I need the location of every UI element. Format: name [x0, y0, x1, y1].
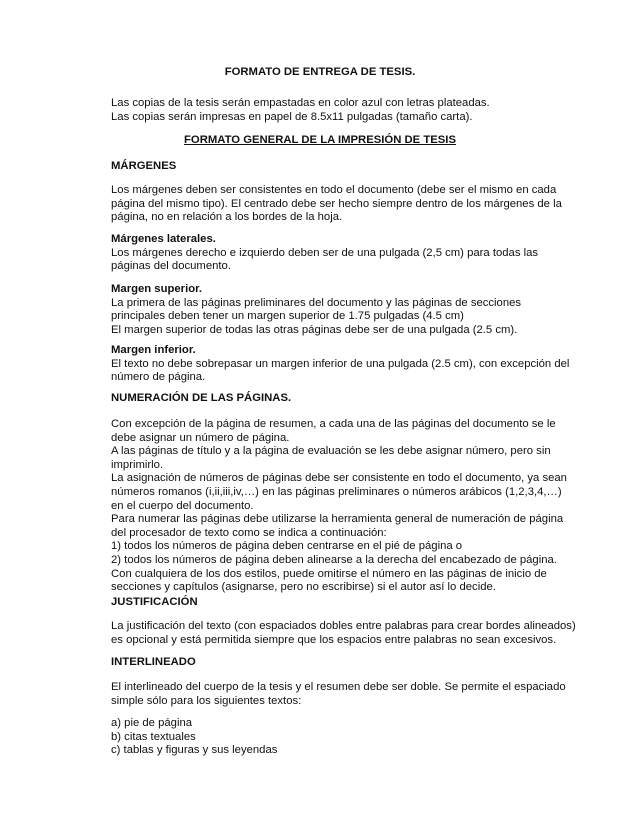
list-item: a) pie de página [111, 717, 193, 729]
laterales-heading: Márgenes laterales. [111, 233, 216, 245]
text-line: números romanos (i,ii,iii,iv,…) en las páginas preliminares o números arábicos (1,2,3,4,…) [111, 485, 562, 498]
inferior-section [111, 344, 570, 385]
text-line: en el cuerpo del documento. [111, 499, 254, 512]
laterales-section [111, 233, 551, 274]
text-line: Los márgenes derecho e izquierdo deben ser de una pulgada (2,5 cm) para todas las [111, 246, 539, 259]
margenes-paragraph [111, 184, 562, 225]
intro-line: Las copias serán impresas en papel de 8.5x11 pulgadas (tamaño carta). [111, 110, 473, 123]
intro-line: Las copias de la tesis serán empastadas en color azul con letras plateadas. [111, 97, 490, 109]
text-line: debe asignar un número de página. [111, 431, 290, 444]
intro-paragraph [111, 97, 551, 124]
numeracion-paragraph [111, 418, 567, 595]
text-line: La primera de las páginas preliminares del documento y las páginas de secciones [111, 296, 522, 309]
text-line: secciones y capítulos (asignarse, pero no escribirse) si el autor así lo decide. [111, 581, 496, 594]
text-line: A las páginas de título y a la página de evaluación se les debe asignar número, pero sin [111, 445, 551, 458]
text-line: El texto no debe sobrepasar un margen inferior de una pulgada (2.5 cm), con excepción del [111, 357, 570, 370]
text-line: 2) todos los números de página deben alinearse a la derecha del encabezado de página. [111, 553, 557, 566]
list-item: c) tablas y figuras y sus leyendas [111, 744, 278, 757]
inferior-heading: Margen inferior. [111, 344, 196, 356]
text-line: 1) todos los números de página deben centrarse en el pié de página o [111, 540, 463, 553]
numeracion-heading: NUMERACIÓN DE LAS PÁGINAS. [111, 392, 292, 404]
text-line: página, no en relación a los bordes de la hoja. [111, 211, 343, 224]
text-line: Para numerar las páginas debe utilizarse la herramienta general de numeración de página [111, 513, 564, 526]
text-line: imprimirlo. [111, 458, 164, 471]
text-line: páginas del documento. [111, 260, 231, 273]
text-line: simple sólo para los siguientes textos: [111, 694, 302, 707]
interlineado-heading: INTERLINEADO [111, 656, 196, 668]
justificacion-paragraph [111, 620, 576, 647]
document-subtitle: FORMATO GENERAL DE LA IMPRESIÓN DE TESIS [184, 134, 456, 146]
text-line: El margen superior de todas las otras páginas debe ser de una pulgada (2.5 cm). [111, 323, 518, 336]
text-line: Con cualquiera de los dos estilos, puede omitirse el número en las páginas de inicio de [111, 567, 547, 580]
interlineado-paragraph [111, 681, 566, 708]
text-line: La justificación del texto (con espaciados dobles entre palabras para crear bordes alineados) [111, 620, 576, 632]
document-title: FORMATO DE ENTREGA DE TESIS. [224, 66, 416, 78]
text-line: El interlineado del cuerpo de la tesis y el resumen debe ser doble. Se permite el espaciado [111, 681, 566, 693]
text-line: La asignación de números de páginas debe ser consistente en todo el documento, ya sean [111, 472, 567, 485]
justificacion-heading: JUSTIFICACIÓN [111, 596, 198, 608]
text-line: es opcional y está permitida siempre que los espacios entre palabras no sean excesivos. [111, 633, 557, 646]
margenes-heading: MÁRGENES [111, 160, 177, 172]
text-line: principales deben tener un margen superior de 1.75 pulgadas (4.5 cm) [111, 310, 464, 323]
text-line: número de página. [111, 371, 206, 384]
text-line: página del mismo tipo). El centrado debe ser hecho siempre dentro de los márgenes de la [111, 197, 562, 210]
superior-section [111, 283, 551, 337]
superior-heading: Margen superior. [111, 283, 203, 295]
text-line: Los márgenes deben ser consistentes en todo el documento (debe ser el mismo en cada [111, 184, 557, 196]
text-line: Con excepción de la página de resumen, a cada una de las páginas del documento se le [111, 418, 556, 430]
text-line: del procesador de texto como se indica a continuación: [111, 526, 387, 539]
interlineado-list [111, 717, 551, 758]
list-item: b) citas textuales [111, 730, 196, 743]
